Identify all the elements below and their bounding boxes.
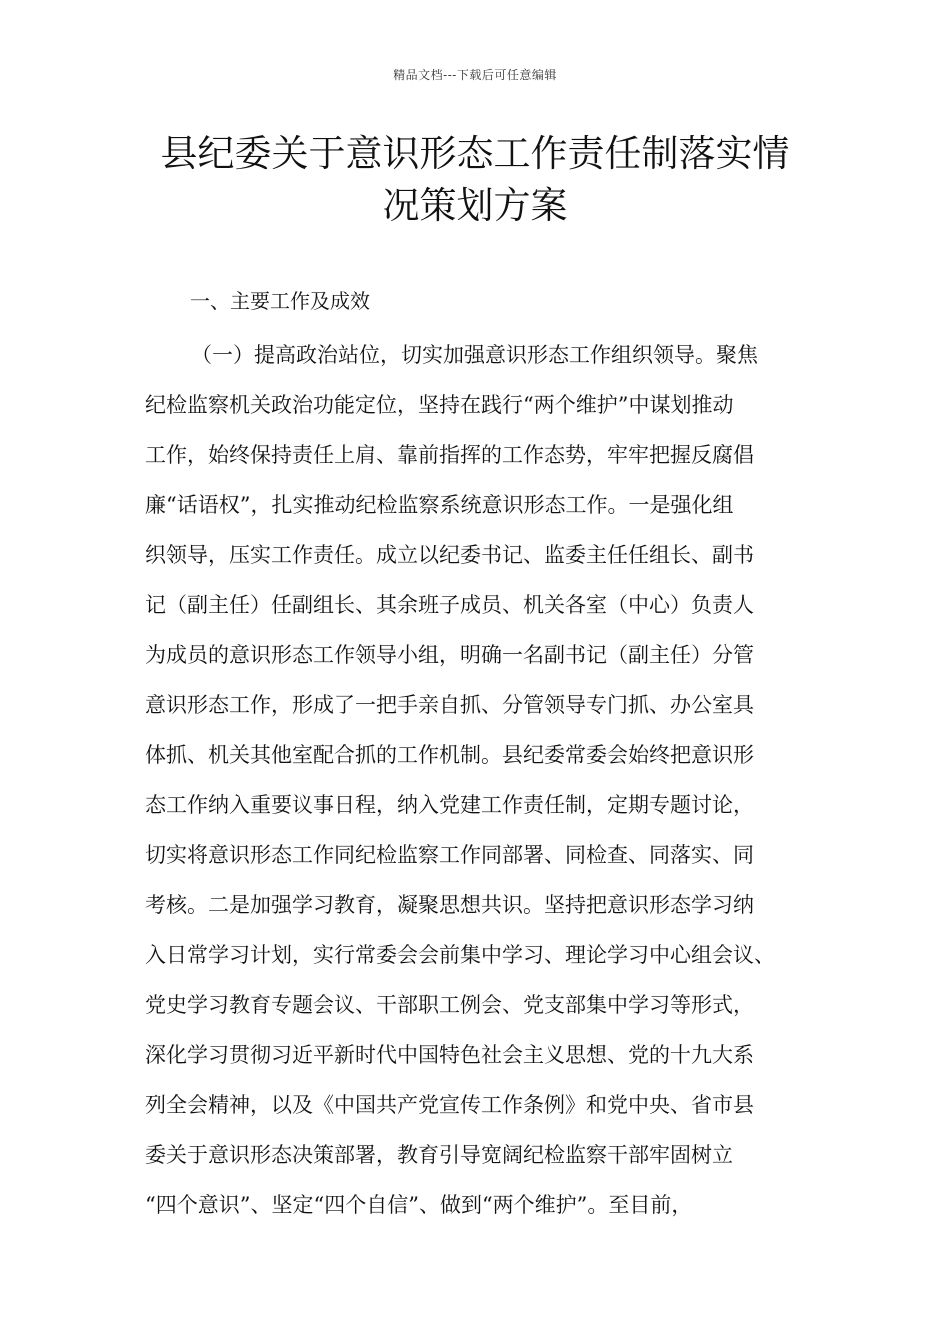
body-line: 党史学习教育专题会议、干部职工例会、党支部集中学习等形式， [145, 993, 754, 1017]
document-title [130, 128, 820, 232]
title-line-1: 县纪委关于意识形态工作责任制落实情 [160, 132, 790, 175]
body-line: 为成员的意识形态工作领导小组，明确一名副书记（副主任）分管 [145, 643, 754, 667]
body-paragraph [145, 330, 825, 1230]
body-line: 态工作纳入重要议事日程，纳入党建工作责任制，定期专题讨论， [145, 793, 754, 817]
body-line: “四个意识”、坚定“四个自信”、做到“两个维护”。至目前， [145, 1193, 693, 1217]
body-line: 意识形态工作，形成了一把手亲自抓、分管领导专门抓、办公室具 [145, 693, 754, 717]
body-line: 考核。二是加强学习教育，凝聚思想共识。坚持把意识形态学习纳 [145, 893, 754, 917]
body-line: 列全会精神，以及《中国共产党宣传工作条例》和党中央、省市县 [145, 1093, 754, 1117]
body-line: 记（副主任）任副组长、其余班子成员、机关各室（中心）负责人 [145, 593, 754, 617]
body-line: 工作，始终保持责任上肩、靠前指挥的工作态势，牢牢把握反腐倡 [145, 443, 754, 467]
body-line: 委关于意识形态决策部署，教育引导宽阔纪检监察干部牢固树立 [145, 1143, 733, 1167]
body-line: 体抓、机关其他室配合抓的工作机制。县纪委常委会始终把意识形 [145, 743, 754, 767]
body-line: 入日常学习计划，实行常委会会前集中学习、理论学习中心组会议、 [145, 943, 775, 967]
body-line: 纪检监察机关政治功能定位，坚持在践行“两个维护”中谋划推动 [145, 393, 734, 417]
section-heading: 一、主要工作及成效 [190, 289, 370, 313]
title-line-2: 况策划方案 [382, 184, 568, 227]
header-note: 精品文档---下载后可任意编辑 [393, 68, 557, 82]
body-line: （一）提高政治站位，切实加强意识形态工作组织领导。聚焦 [191, 343, 758, 367]
body-line: 织领导，压实工作责任。成立以纪委书记、监委主任任组长、副书 [145, 543, 754, 567]
body-line: 切实将意识形态工作同纪检监察工作同部署、同检查、同落实、同 [145, 843, 754, 867]
body-line: 廉“话语权”，扎实推动纪检监察系统意识形态工作。一是强化组 [145, 493, 734, 517]
body-line: 深化学习贯彻习近平新时代中国特色社会主义思想、党的十九大系 [145, 1043, 754, 1067]
